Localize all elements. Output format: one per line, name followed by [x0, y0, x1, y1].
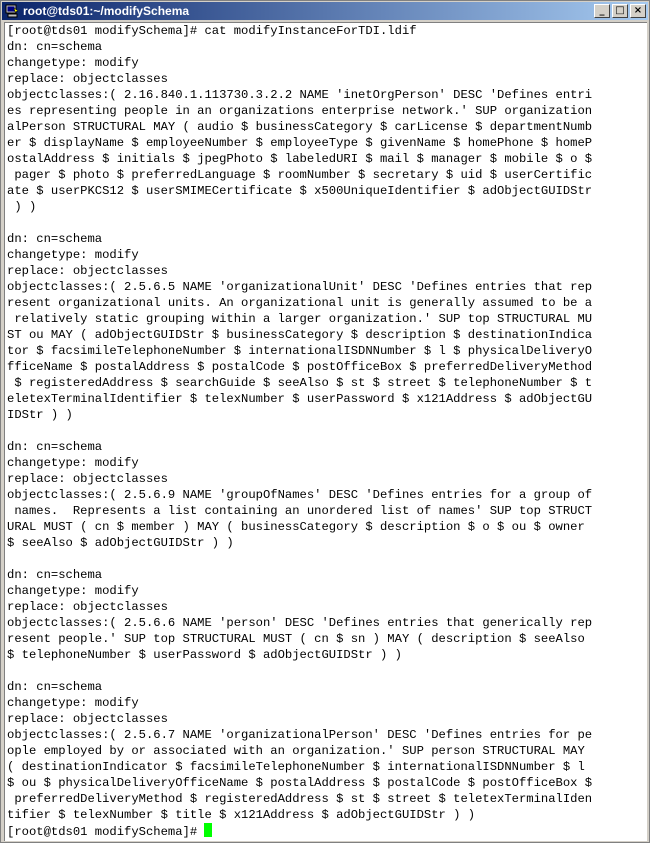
terminal-line [5, 551, 647, 567]
text-cursor [204, 823, 212, 837]
terminal-line: pager $ photo $ preferredLanguage $ roomNumber $ secretary $ uid $ userCertific [7, 168, 593, 182]
terminal-line: ople employed by or associated with an organization.' SUP person STRUCTURAL MAY [7, 744, 585, 758]
terminal-line: objectclasses:( 2.5.6.6 NAME 'person' DESC 'Defines entries that generically rep [7, 616, 593, 630]
terminal-output[interactable] [4, 22, 647, 841]
terminal-line: changetype: modify [7, 56, 139, 70]
terminal-line: ) ) [7, 200, 37, 214]
close-button[interactable]: × [630, 4, 646, 18]
terminal-line: alPerson STRUCTURAL MAY ( audio $ businessCategory $ carLicense $ departmentNumb [7, 120, 593, 134]
terminal-line: [root@tds01 modifySchema]# cat modifyInstanceForTDI.ldif [7, 24, 417, 38]
terminal-line: ostalAddress $ initials $ jpegPhoto $ labeledURI $ mail $ manager $ mobile $ o $ [7, 152, 593, 166]
prompt-line[interactable] [5, 823, 647, 839]
terminal-line: ( destinationIndicator $ facsimileTelephoneNumber $ internationalISDNNumber $ l [7, 760, 585, 774]
terminal-line: names. Represents a list containing an unordered list of names' SUP top STRUCT [7, 504, 593, 518]
terminal-line: ate $ userPKCS12 $ userSMIMECertificate $ x500UniqueIdentifier $ adObjectGUIDStr [7, 184, 593, 198]
terminal-line: objectclasses:( 2.5.6.7 NAME 'organizationalPerson' DESC 'Defines entries for pe [7, 728, 593, 742]
shell-prompt: [root@tds01 modifySchema]# [7, 825, 205, 839]
terminal-line [5, 663, 647, 679]
terminal-line: IDStr ) ) [7, 408, 73, 422]
terminal-line: dn: cn=schema [7, 568, 103, 582]
terminal-line: replace: objectclasses [7, 600, 168, 614]
maximize-button[interactable]: □ [612, 4, 628, 18]
terminal-line: changetype: modify [7, 584, 139, 598]
terminal-line: replace: objectclasses [7, 72, 168, 86]
terminal-line: $ seeAlso $ adObjectGUIDStr ) ) [7, 536, 234, 550]
terminal-line: replace: objectclasses [7, 264, 168, 278]
terminal-line: dn: cn=schema [7, 232, 103, 246]
title-bar[interactable] [2, 2, 648, 20]
terminal-line [5, 423, 647, 439]
terminal-line: objectclasses:( 2.5.6.9 NAME 'groupOfNames' DESC 'Defines entries for a group of [7, 488, 593, 502]
terminal-line: er $ displayName $ employeeNumber $ employeeType $ givenName $ homePhone $ homeP [7, 136, 593, 150]
putty-terminal-icon [5, 4, 19, 18]
terminal-line: resent organizational units. An organizational unit is generally assumed to be a [7, 296, 593, 310]
terminal-line: $ ou $ physicalDeliveryOfficeName $ postalAddress $ postalCode $ postOfficeBox $ [7, 776, 593, 790]
terminal-line: ST ou MAY ( adObjectGUIDStr $ businessCategory $ description $ destinationIndica [7, 328, 593, 342]
terminal-line: relatively static grouping within a larger organization.' SUP top STRUCTURAL MU [7, 312, 593, 326]
window-controls [592, 4, 646, 18]
terminal-line: objectclasses:( 2.5.6.5 NAME 'organizationalUnit' DESC 'Defines entries that rep [7, 280, 593, 294]
terminal-line: preferredDeliveryMethod $ registeredAddress $ st $ street $ teletexTerminalIden [7, 792, 593, 806]
window-title: root@tds01:~/modifySchema [23, 4, 190, 18]
terminal-line: changetype: modify [7, 248, 139, 262]
terminal-line: dn: cn=schema [7, 40, 103, 54]
terminal-line: eletexTerminalIdentifier $ telexNumber $ userPassword $ x121Address $ adObjectGU [7, 392, 593, 406]
terminal-line: dn: cn=schema [7, 680, 103, 694]
terminal-line: es representing people in an organizations enterprise network.' SUP organization [7, 104, 593, 118]
terminal-line: tor $ facsimileTelephoneNumber $ internationalISDNNumber $ l $ physicalDeliveryO [7, 344, 593, 358]
terminal-line: $ telephoneNumber $ userPassword $ adObjectGUIDStr ) ) [7, 648, 402, 662]
terminal-line: resent people.' SUP top STRUCTURAL MUST ( cn $ sn ) MAY ( description $ seeAlso [7, 632, 585, 646]
terminal-line: changetype: modify [7, 696, 139, 710]
terminal-line: tifier $ telexNumber $ title $ x121Address $ adObjectGUIDStr ) ) [7, 808, 476, 822]
terminal-line: fficeName $ postalAddress $ postalCode $ postOfficeBox $ preferredDeliveryMethod [7, 360, 593, 374]
terminal-line: changetype: modify [7, 456, 139, 470]
terminal-line: replace: objectclasses [7, 472, 168, 486]
minimize-button[interactable]: _ [594, 4, 610, 18]
terminal-line: dn: cn=schema [7, 440, 103, 454]
terminal-line [5, 215, 647, 231]
terminal-line: $ registeredAddress $ searchGuide $ seeAlso $ st $ street $ telephoneNumber $ t [7, 376, 593, 390]
terminal-line: URAL MUST ( cn $ member ) MAY ( businessCategory $ description $ o $ ou $ owner [7, 520, 585, 534]
terminal-line: replace: objectclasses [7, 712, 168, 726]
terminal-line: objectclasses:( 2.16.840.1.113730.3.2.2 NAME 'inetOrgPerson' DESC 'Defines entri [7, 88, 593, 102]
